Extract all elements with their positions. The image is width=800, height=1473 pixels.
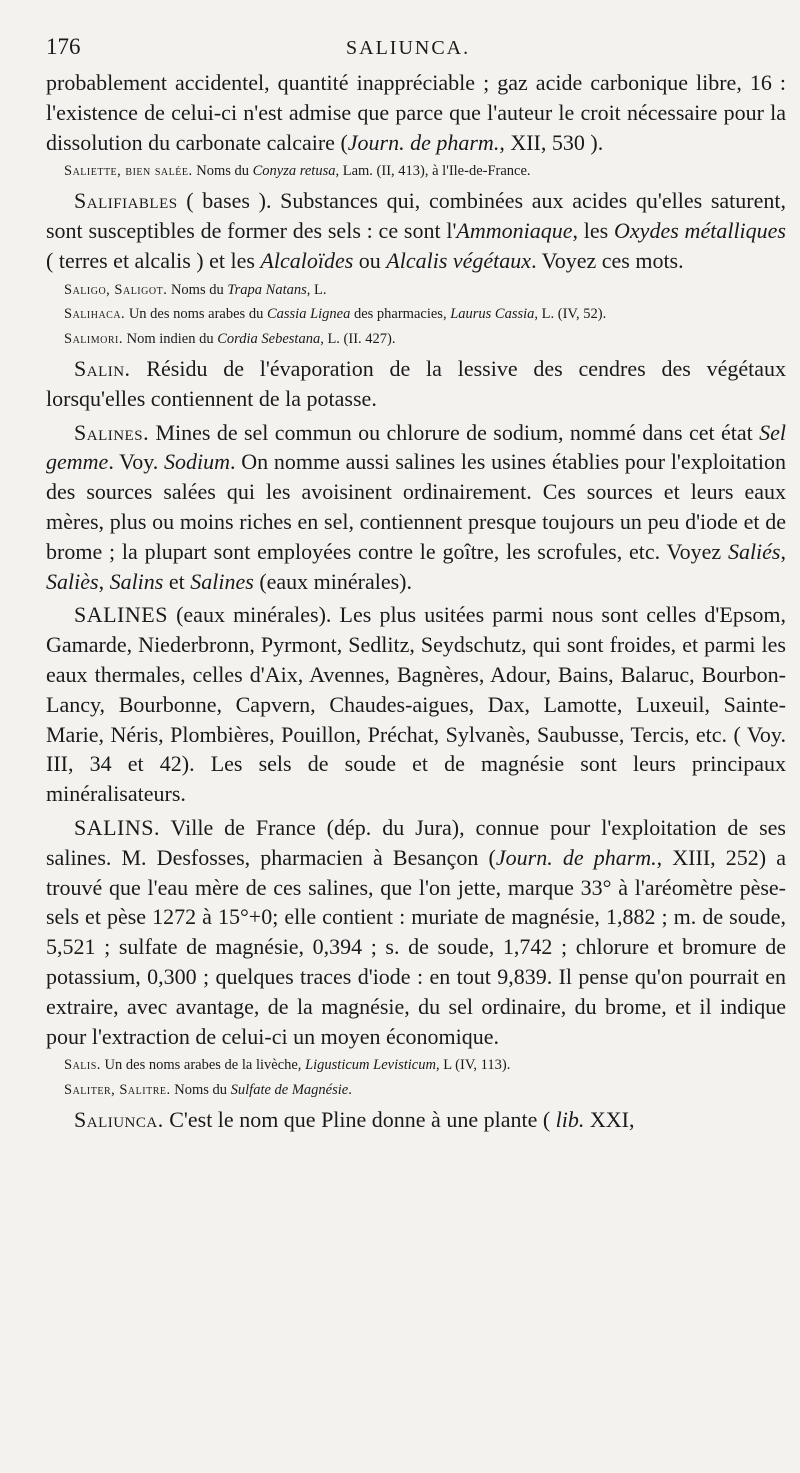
entry-saliunca xyxy=(46,1105,786,1135)
entry-text: probablement accidentel, quantité inappréciable ; gaz acide carbonique libre, 16 : l'existence de celui-ci n'est admise que parce que l'auteur le croit nécessaire pour la dissolution du carbonate calcaire ( xyxy=(46,70,786,155)
entry-text: . Voy. xyxy=(108,449,165,475)
entry-text: C'est le nom que Pline donne à une plante ( xyxy=(163,1106,556,1132)
entry-text: , L. (IV, 52). xyxy=(534,306,607,323)
entry-salimori xyxy=(46,329,786,350)
entry-text: Un des noms arabes du xyxy=(125,306,267,323)
cross-reference: Salines xyxy=(190,568,254,594)
cross-reference: Alcalis végétaux xyxy=(386,247,532,273)
headword: Saliunca. xyxy=(74,1106,164,1132)
entry-continuation xyxy=(46,68,786,157)
entry-text: , xyxy=(780,538,786,564)
headword: Saliette, bien salée. xyxy=(64,163,193,180)
entry-salines xyxy=(46,418,786,597)
latin-name: Ligusticum Levisticum xyxy=(305,1057,436,1074)
cross-reference: Saliès xyxy=(46,568,99,594)
entry-text: , les xyxy=(572,217,615,243)
entry-salis xyxy=(46,1055,786,1076)
entry-text: , XIII, 252) a trouvé que l'eau mère de ces salines, que l'on jette, marque 33° à l'aréomètre pèse-sels et pèse 1272 à 15°+0; elle contient : muriate de magnésie, 1,882 ; m. de soude, 5,521 ; sulfate de magnésie, 0,394 ; s. de soude, 1,742 ; chlorure et bromure de potassium, 0,300 ; quelques traces d'iode : en tout 9,839. Il pense qu'on pourrait en extraire, avec avantage, de la magnésie, du sel ordinaire, du brome, et il indique pour l'extraction de celui-ci un moyen économique. xyxy=(46,844,786,1049)
headword: Salihaca. xyxy=(64,306,126,323)
entry-text: Mines de sel commun ou chlorure de sodium, nommé dans cet état xyxy=(149,419,760,445)
entry-text: Un des noms arabes de la livèche, xyxy=(100,1057,306,1074)
entry-salifiables xyxy=(46,186,786,275)
entry-text: (eaux minérales). xyxy=(253,568,413,594)
latin-name: Trapa Natans xyxy=(227,281,307,298)
cross-reference: Sel gemme xyxy=(46,419,786,475)
latin-name: Laurus Cassia xyxy=(450,306,535,323)
headword: Saliter, Salitre. xyxy=(64,1082,171,1099)
cross-reference: Saliés xyxy=(727,538,781,564)
latin-name: Cordia Sebestana xyxy=(217,331,321,348)
cross-reference: Alcaloïdes xyxy=(260,247,354,273)
entry-text: , xyxy=(98,568,110,594)
entry-text: ou xyxy=(353,247,387,273)
headword: Salis. xyxy=(64,1057,101,1074)
entry-text: , L. xyxy=(306,281,327,298)
entry-saliette xyxy=(46,161,786,182)
entry-text: XXI, xyxy=(584,1106,635,1132)
entry-text: Noms du xyxy=(170,1082,231,1099)
headword: SALINES xyxy=(74,602,168,628)
entry-text: . On nomme aussi salines les usines établies pour l'exploitation des sources salées qui les avoisinent ordinairement. Ces sources et leurs eaux mères, plus ou moins riches en sel, contiennent presque toujours un peu d'iode et de brome ; la plupart sont employées contre le goître, les scrofules, etc. Voyez xyxy=(46,449,786,564)
entry-text: ( bases ). Substances qui, combinées aux acides qu'elles saturent, sont susceptibles de former des sels : ce sont l' xyxy=(46,188,786,243)
headword: Salifiables xyxy=(74,188,178,214)
running-title: SALIUNCA. xyxy=(346,37,471,59)
entry-salihaca xyxy=(46,304,786,325)
headword: SALINS. xyxy=(74,814,161,840)
headword: Saligo, Saligot. xyxy=(64,281,168,298)
page-number: 176 xyxy=(46,34,81,59)
running-head xyxy=(46,34,786,68)
entry-text: et xyxy=(163,568,191,594)
headword: Salin. xyxy=(74,355,131,381)
citation: Journ. de pharm. xyxy=(347,129,500,155)
cross-reference: Sodium xyxy=(164,449,231,475)
entry-saliter xyxy=(46,1080,786,1101)
citation: lib. xyxy=(555,1106,585,1132)
citation: Journ. de pharm. xyxy=(495,844,657,870)
entry-salines-eaux-minerales xyxy=(46,600,786,809)
cross-reference: Ammoniaque xyxy=(456,217,573,243)
entry-text: , XII, 530 ). xyxy=(499,129,604,155)
entry-text: Résidu de l'évaporation de la lessive des cendres des végétaux lorsqu'elles contiennent de la potasse. xyxy=(46,355,786,411)
entry-text: , L. (II. 427). xyxy=(320,331,396,348)
latin-name: Conyza retusa xyxy=(252,163,336,180)
entry-text: . xyxy=(348,1082,352,1099)
entry-text: Nom indien du xyxy=(122,331,218,348)
headword: Salimori. xyxy=(64,331,123,348)
cross-reference: Sulfate de Magnésie xyxy=(230,1082,349,1099)
entry-text: , L (IV, 113). xyxy=(435,1057,511,1074)
entry-text: , Lam. (II, 413), à l'Ile-de-France. xyxy=(335,163,531,180)
entry-text: Noms du xyxy=(167,281,228,298)
entry-text: (eaux minérales). Les plus usitées parmi nous sont celles d'Epsom, Gamarde, Niederbronn, Pyrmont, Sedlitz, Seydschutz, qui sont froides, et parmi les eaux thermales, celles d'Aix, Avennes, Bagnères, Adour, Bains, Balaruc, Bourbon-Lancy, Bourbonne, Capvern, Chaudes-aigues, Dax, Lamotte, Luxeuil, Sainte-Marie, Néris, Plombières, Pouillon, Préchat, Sylvanès, Saubusse, Tercis, etc. ( Voy. III, 34 et 42). Les sels de soude et de magnésie sont leurs principaux minéralisateurs. xyxy=(46,602,786,807)
entry-text: . Voyez ces mots. xyxy=(531,247,684,273)
page xyxy=(46,34,786,1139)
entry-saligo xyxy=(46,280,786,301)
entry-text: ( terres et alcalis ) et les xyxy=(46,247,261,273)
entry-salins xyxy=(46,813,786,1051)
entry-text: des pharmacies, xyxy=(350,306,451,323)
entry-salin xyxy=(46,354,786,414)
cross-reference: Salins xyxy=(109,568,164,594)
latin-name: Cassia Lignea xyxy=(266,306,351,323)
entry-text: Noms du xyxy=(192,163,253,180)
headword: Salines. xyxy=(74,419,150,445)
cross-reference: Oxydes métalliques xyxy=(614,217,786,243)
entry-text: Ville de France (dép. du Jura), connue pour l'exploitation de ses salines. M. Desfosses, pharmacien à Besançon ( xyxy=(46,814,786,870)
